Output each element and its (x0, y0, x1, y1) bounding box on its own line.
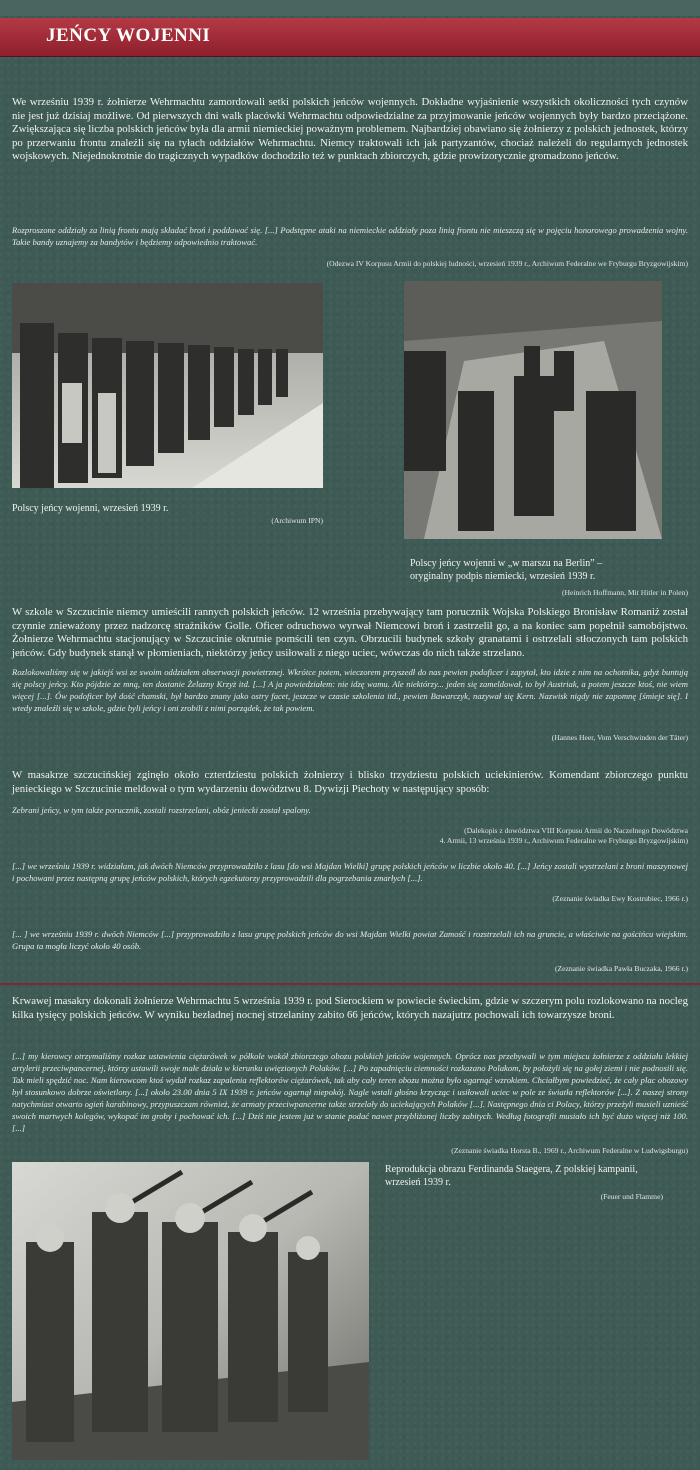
massacre-paragraph: W masakrze szczucińskiej zginęło około czterdziestu polskich żołnierzy i blisko trzydziestu polskich uciekinierów. Komendant zbiorczego punktu jenieckiego w Szczucinie meldował o tym wydarzeniu dowództwu 8. Dywizji Piechoty w następujący sposób: (12, 769, 688, 795)
page-title: JEŃCY WOJENNI (46, 25, 211, 46)
sierock-quote: [...] my kierowcy otrzymaliśmy rozkaz ustawienia ciężarówek w półkole wokół zbiorczego obozu polskich jeńców wojennych. Oprócz nas przebywali w tym miejscu żołnierze z oddziału lekkiej artylerii przeciwpancernej, którzy ustawili swoje małe działa w kierunku uwięzionych Polaków. [...] Po zapadnięciu ciemności rozkazano Polakom, by położyli się na gołej ziemi i nie podnosili się. Tak mieli spędzić noc. Nam kierowcom ktoś wydał rozkaz zapalenia reflektorów ciężarówek, tak aby cały teren obozu można było ogarnąć wzrokiem. Chciałbym powiedzieć, że cały plac obozowy był stosunkowo dobrze oświetlony. [...] około 23.00 dnia 5 IX 1939 r. jeńców ogarnął niepokój. Nagle wstali głośno krzycząc i usiłowali uciec w pole ze światła reflektorów [...]. Z naszej strony natychmiast otwarto ogień karabinowy, przypuszczam również, że armaty przeciwpancerne także strzelały do uciekających Polaków [...]. Następnego dnia ci Polacy, którzy przeżyli musieli uznieść swoich martwych kolegów, wykopać im groby i pochować ich. [...] Dziś nie jestem już w stanie podać nawet przybliżonej liczby zabitych. Według fotografii musiało ich być dużo więcej niż 100. [...] (12, 1051, 688, 1133)
szczucin-quote-source: (Hannes Heer, Vom Verschwinden der Täter) (551, 733, 688, 742)
testimony-buczak: [... ] we wrześniu 1939 r. dwóch Niemców [...] przyprowadziło z lasu grupę polskich jeńców do wsi Majdan Wielki powiat Zamość i rozstrzelali ich na gruncie, a właściwie na gościńcu wiejskim. Grupa ta mogła liczyć około 40 osób. (12, 929, 688, 951)
photo2-source: (Heinrich Hoffmann, Mit Hitler in Polen) (562, 588, 688, 597)
photo3-caption-line2: wrzesień 1939 r. (385, 1177, 451, 1188)
photo1-source: (Archiwum IPN) (271, 516, 323, 525)
quote-odezwa-source: (Odezwa IV Korpusu Armii do polskiej ludności, wrzesień 1939 r., Archiwum Federalne we Fryburgu Bryzgowijskim) (326, 259, 688, 268)
massacre-source-line2: 4. Armii, 13 września 1939 r., Archiwum Federalne we Fryburgu Bryzgowijskim) (439, 836, 688, 845)
top-strip (0, 0, 700, 16)
photo2-caption-line1: Polscy jeńcy wojenni w „w marszu na Berlin” – (410, 558, 603, 569)
szczucin-quote: Rozlokowaliśmy się w jakiejś wsi ze swoim oddziałem obserwacji powietrznej. Wkrótce potem, wieczorem przyszedł do nas pewien podoficer i zapytał, kto idzie z nim na ochotnika, gdyż buntują się polscy jeńcy. Kto pójdzie ze mną, ten dostanie Żelazny Krzyż itd. [...] A ja powiedziałem: nie idzę wamu. Ale niektórzy... jeden się zameldował, to był Austriak, a potem jeszcze ktoś, nie wiem więcej [...]. Ów podoficer był dość chamski, był bardzo znany jako ostry facet, jeszcze w czasie szkolenia itd., pewien Bawarczyk, nazywał się Kern. Nazwisk nigdy nie zapomnę [śmieje się]. I wtedy znaleźli się w szkole, gdzie byli jeńcy i oni zrobili z nimi porządek, że tak powiem. (12, 667, 688, 713)
quote-odezwa: Rozproszone oddziały za linią frontu mają składać broń i poddawać się. [...] Podstępne ataki na niemieckie oddziały poza linią frontu nie mieszczą się w pojęciu honorowego prowadzenia wojny. Takie bandy uznajemy za bandytów i będziemy odpowiednio traktować. (12, 225, 688, 247)
intro-paragraph: We wrześniu 1939 r. żołnierze Wehrmachtu zamordowali setki polskich jeńców wojennych. Dokładne wyjaśnienie wszystkich okoliczności tych czynów nie jest już dzisiaj możliwe. Od pierwszych dni walk placówki Wehrmachtu odpowiedzialne za przyjmowanie jeńców wojennych były bardzo przeciążone. Zwiększająca się liczba polskich jeńców była dla armii niemieckiej poważnym problemem. Najbardziej obawiano się żołnierzy z polskich jednostek, którzy po przerwaniu frontu znaleźli się na tyłach oddziałów Wehrmachtu. Niemcy traktowali ich jak partyzantów, chociaż należeli do regularnych jednostek wojskowych. Niejednokrotnie do tragicznych wypadków dochodziło też w punktach zbiorczych, gdzie prowizorycznie gromadzono jeńców. (12, 96, 688, 163)
massacre-quote: Zebrani jeńcy, w tym także porucznik, zostali rozstrzelani, obóz jeniecki został spalony. (12, 805, 311, 815)
testimony-kostrubiec: [...] we wrześniu 1939 r. widziałam, jak dwóch Niemców przyprowadziło z lasu [do wsi Majdan Wielki] grupę polskich jeńców w liczbie około 40. [...] Jeńcy zostali wystrzelani z broni maszynowej i pochowani przez następną grupę jeńców polskich, których egzekutorzy przyprowadzili dla pogrzebania zmarłych [...]. (12, 861, 688, 883)
szczucin-paragraph: W szkole w Szczucinie niemcy umieścili rannych polskich jeńców. 12 września przebywający tam porucznik Wojska Polskiego Bronisław Romaniż został czynnie znieważony przez nadzorcę strażników Golle. Oficer odruchowo wyrwał Niemcowi broń i zastrzelił go, a na koniec sam popełnił samobójstwo. Żołnierze Wehrmachtu stacjonujący w Szczucinie okrutnie pomścili ten czyn. Obrzucili budynek szkoły granatami i ostrzelali stłoczonych tam polskich jeńców. Gdy budynek stanął w płomieniach, niektórzy jeńcy usiłowali z niego uciec, wówczas do nich także strzelano. (12, 606, 688, 659)
testimony-kostrubiec-source: (Zeznanie świadka Ewy Kostrubiec, 1966 r.) (552, 894, 688, 903)
testimony-buczak-source: (Zeznanie świadka Pawła Buczaka, 1966 r.) (554, 964, 688, 973)
sierock-paragraph: Krwawej masakry dokonali żołnierze Wehrmachtu 5 września 1939 r. pod Sierockiem w powiecie świeckim, gdzie w szczerym polu rozlokowano na nocleg kilka tysięcy polskich jeńców. W wyniku bezładnej nocnej strzelaniny zabito 66 jeńców, których nazajutrz pochowali ich towarzysze broni. (12, 995, 688, 1021)
photo-prisoners-line (12, 283, 323, 488)
sierock-quote-source: (Zeznanie świadka Horsta B., 1969 r., Archiwum Federalne w Ludwigsburgu) (451, 1146, 688, 1155)
photo2-caption-line2: oryginalny podpis niemiecki, wrzesień 1939 r. (410, 571, 596, 582)
section-divider (0, 983, 700, 985)
photo1-caption: Polscy jeńcy wojenni, wrzesień 1939 r. (12, 503, 169, 514)
painting-reproduction (12, 1162, 369, 1460)
photo-march-berlin (404, 281, 662, 539)
photo3-source: (Feuer und Flamme) (600, 1192, 663, 1201)
photo3-caption-line1: Reprodukcja obrazu Ferdinanda Staegera, Z polskiej kampanii, (385, 1164, 638, 1175)
massacre-source-line1: (Dalekopis z dowództwa VIII Korpusu Armii do Naczelnego Dowództwa (464, 826, 688, 835)
